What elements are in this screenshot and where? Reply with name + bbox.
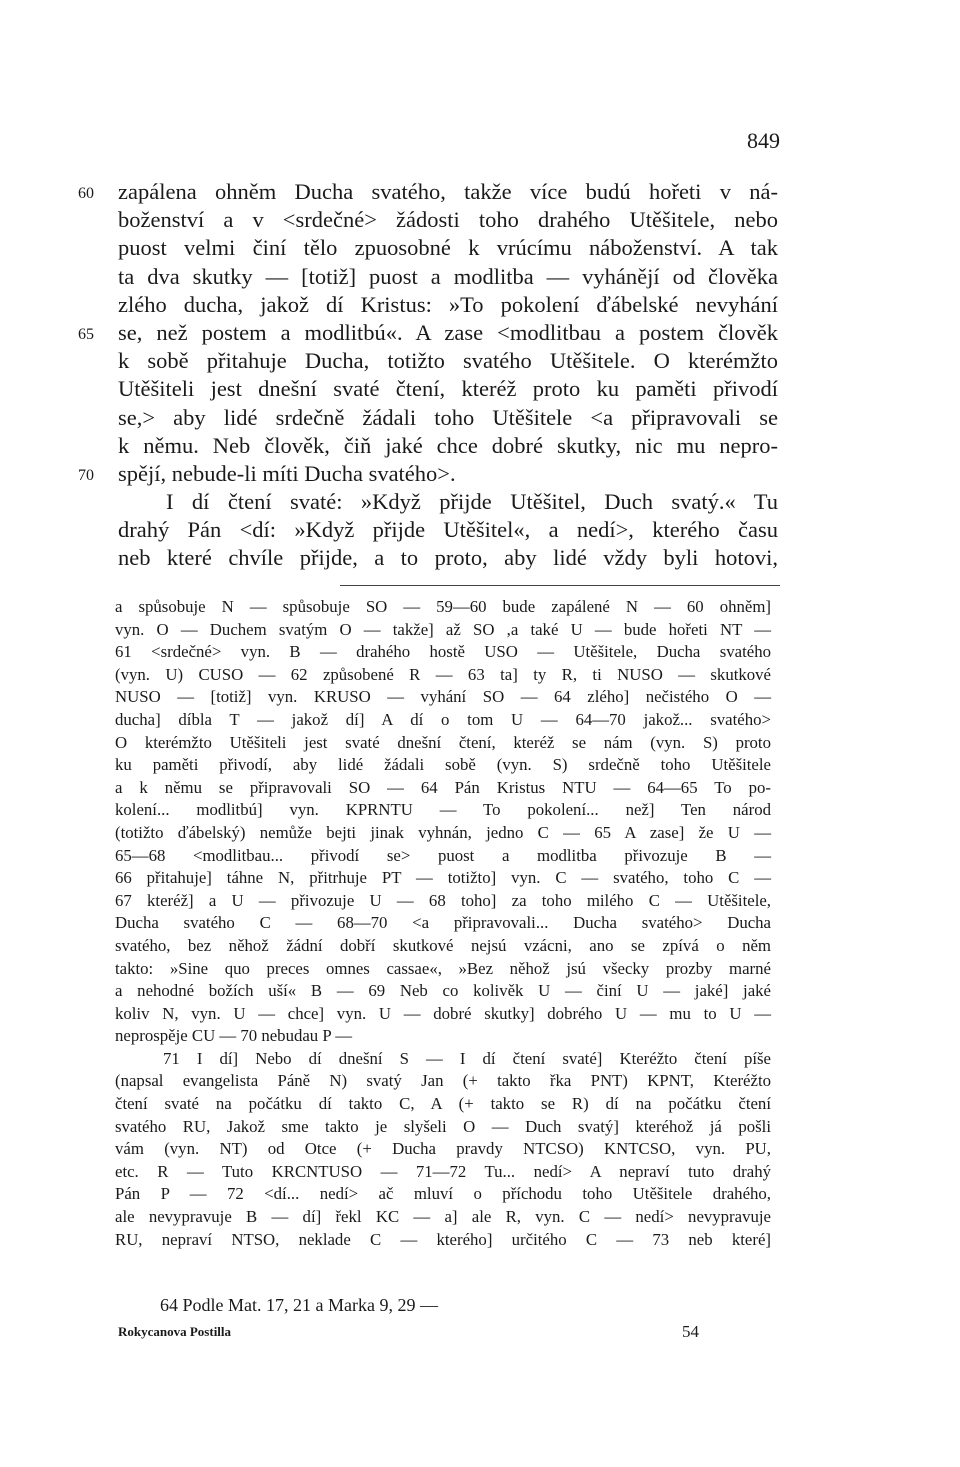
line-text: ta dva skutky — [totiž] puost a modlitba — vyhánějí od člověka <box>118 263 778 289</box>
text-line <box>118 206 778 234</box>
footer-sheet-number: 54 <box>682 1322 699 1341</box>
apparatus-line: NUSO — [totiž] vyn. KRUSO — vyhání SO — 64 zlého] nečistého O — <box>115 687 771 707</box>
apparatus-line: a spůsobuje N — spůsobuje SO — 59—60 bude zapálené N — 60 ohněm] <box>115 597 771 616</box>
text-line <box>118 375 778 403</box>
line-number: 70 <box>78 466 94 484</box>
line-text: zlého ducha, jakož dí Kristus: »To pokolení ďábelské nevyhání <box>118 291 778 317</box>
apparatus-line: 71 I dí] Nebo dí dnešní S — I dí čtení svaté] Kteréžto čtení píše <box>163 1048 771 1068</box>
apparatus-line: RU, nepraví NTSO, neklade C — kterého] určitého C — 73 neb které] <box>115 1229 771 1249</box>
line-text: k sobě přitahuje Ducha, totižto svatého Utěšitele. O kterémžto <box>118 348 778 374</box>
text-line <box>78 460 778 488</box>
apparatus-line: 61 <srdečné> vyn. B — drahého hostě USO — Utěšitele, Ducha svatého <box>115 642 771 662</box>
apparatus-line: (vyn. U) CUSO — 62 způsobené R — 63 ta] ty R, ti NUSO — skutkové <box>115 664 771 684</box>
apparatus-line: ku paměti přivodí, aby lidé žádali sobě (vyn. S) srdečně toho Utěšitele <box>115 755 771 775</box>
apparatus-line: takto: »Sine quo preces omnes cassae«, »Bez něhož jsú všecky prozby marné <box>115 958 771 978</box>
apparatus-line: ale nevypravuje B — dí] řekl KC — a] ale R, vyn. C — nedí> nevypravuje <box>115 1207 771 1227</box>
text-line <box>118 516 778 544</box>
apparatus-line: kolení... modlitbú] vyn. KPRNTU — To pokolení... než] Ten národ <box>115 800 771 820</box>
text-line <box>118 544 778 572</box>
page-number: 849 <box>747 128 780 153</box>
text-line <box>118 404 778 432</box>
line-text: spějí, nebude-li míti Ducha svatého>. <box>118 460 456 486</box>
line-text: se, než postem a modlitbú«. A zase <modlitbau a postem člověk <box>118 319 778 345</box>
line-text: boženství a v <srdečné> žádosti toho drahého Utěšitele, nebo <box>118 207 778 233</box>
text-line <box>118 432 778 460</box>
apparatus-line: O kterémžto Utěšiteli jest svaté dnešní čtení, kteréž se nám (vyn. S) proto <box>115 732 771 752</box>
apparatus-line: 67 kteréž] a U — přivozuje U — 68 toho] za toho milého C — Utěšitele, <box>115 890 771 910</box>
critical-apparatus <box>115 596 771 1251</box>
apparatus-line: svatého RU, Jakož sme takto je slyšeli O — Duch svatý] kteréhož já pošli <box>115 1116 771 1136</box>
apparatus-line: a nehodné božích uší« B — 69 Neb co kolivěk U — činí U — jaké] jaké <box>115 981 771 1001</box>
text-line <box>78 178 778 206</box>
apparatus-line: 66 přitahuje] táhne N, přitrhuje PT — totižto] vyn. C — svatého, toho C — <box>115 868 771 888</box>
line-text: puost velmi činí tělo zpuosobné k vrúcímu náboženství. A tak <box>118 235 778 261</box>
apparatus-line: (napsal evangelista Páně N) svatý Jan (+ takto řka PNT) KPNT, Kteréžto <box>115 1071 771 1091</box>
line-number: 65 <box>78 325 94 343</box>
apparatus-line: koliv N, vyn. U — chce] vyn. U — dobré skutky] dobrého U — mu to U — <box>115 1003 771 1023</box>
text-line <box>118 488 778 516</box>
text-line <box>118 291 778 319</box>
apparatus-line: (totižto ďábelský) nemůže bejti jinak vyhnán, jedno C — 65 A zase] že U — <box>115 822 771 842</box>
line-text: zapálena ohněm Ducha svatého, takže více budú hořeti v ná- <box>118 179 778 204</box>
apparatus-line: etc. R — Tuto KRCNTUSO — 71—72 Tu... nedí> A nepraví tuto drahý <box>115 1161 771 1181</box>
apparatus-line: ducha] díbla T — jakož dí] A dí o tom U — 64—70 jakož... svatého> <box>115 709 771 729</box>
line-text: I dí čtení svaté: »Když přijde Utěšitel, Duch svatý.« Tu <box>166 489 778 515</box>
main-text-block <box>78 178 778 573</box>
line-text: k němu. Neb člověk, čiň jaké chce dobré skutky, nic mu nepro- <box>118 432 778 458</box>
line-number: 60 <box>78 185 94 202</box>
text-line <box>118 347 778 375</box>
text-line <box>118 263 778 291</box>
apparatus-line: vyn. O — Duchem svatým O — takže] až SO ,a také U — bude hořeti NT — <box>115 619 771 639</box>
apparatus-line: Ducha svatého C — 68—70 <a připravovali... Ducha svatého> Ducha <box>115 913 771 933</box>
apparatus-line: neprospěje CU — 70 nebudau P — <box>115 1026 353 1046</box>
apparatus-line: a k němu se připravovali SO — 64 Pán Kristus NTU — 64—65 To po- <box>115 777 771 797</box>
apparatus-line: čtení svaté na počátku dí takto C, A (+ takto se R) dí na počátku čtení <box>115 1094 771 1114</box>
apparatus-line: svatého, bez něhož žádní dobří skutkové nejsú vzácni, ano se zpívá o něm <box>115 935 771 955</box>
line-text: se,> aby lidé srdečně žádali toho Utěšitele <a připravovali se <box>118 404 778 430</box>
apparatus-separator <box>340 585 780 587</box>
text-line <box>78 319 778 347</box>
footer-signature: Rokycanova Postilla <box>118 1324 232 1339</box>
line-text: drahý Pán <dí: »Když přijde Utěšitel«, a nedí>, kterého času <box>118 517 778 543</box>
line-text: Utěšiteli jest dnešní svaté čtení, kteréž proto ku paměti přivodí <box>118 376 778 402</box>
footnote: 64 Podle Mat. 17, 21 a Marka 9, 29 — <box>160 1295 438 1315</box>
line-text: neb které chvíle přijde, a to proto, aby lidé vždy byli hotovi, <box>118 545 778 571</box>
apparatus-line: 65—68 <modlitbau... přivodí se> puost a modlitba přivozuje B — <box>115 845 771 865</box>
apparatus-line: vám (vyn. NT) od Otce (+ Ducha pravdy NTCSO) KNTCSO, vyn. PU, <box>115 1139 771 1159</box>
apparatus-line: Pán P — 72 <dí... nedí> ač mluví o příchodu toho Utěšitele drahého, <box>115 1184 771 1204</box>
text-line <box>118 234 778 262</box>
